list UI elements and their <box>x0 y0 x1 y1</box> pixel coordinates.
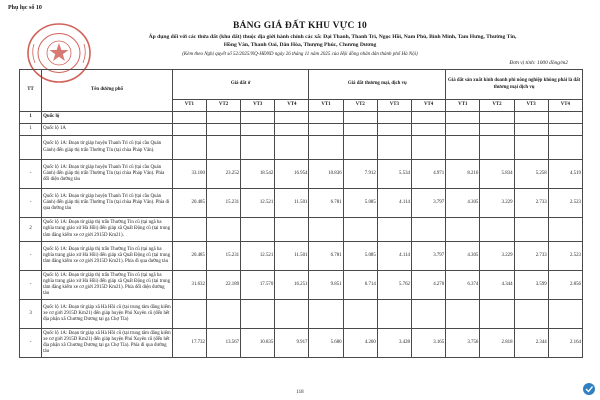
row-price-cell <box>275 124 309 136</box>
row-price-cell: 31.632 <box>172 271 206 300</box>
row-price-cell: 4.270 <box>411 271 445 300</box>
row-price-cell <box>548 124 582 136</box>
table-body <box>20 112 583 358</box>
row-price-cell: 22.189 <box>206 271 240 300</box>
row-price-cell: 2.733 <box>514 242 548 271</box>
row-price-cell <box>172 300 206 329</box>
row-street-name: Quốc lộ <box>42 112 173 124</box>
row-price-cell: 23.252 <box>206 160 240 189</box>
row-price-cell: 4.519 <box>548 160 582 189</box>
row-price-cell <box>411 218 445 242</box>
row-tt: 1 <box>20 124 42 136</box>
row-price-cell: 2.164 <box>548 329 582 358</box>
annex-label: Phụ lục số 10 <box>8 5 42 11</box>
row-price-cell <box>548 136 582 160</box>
row-price-cell: 4.971 <box>411 160 445 189</box>
row-street-name: Quốc lộ 1A: Đoạn từ giáp thị trấn Thường Tín cũ (tại ngã ba nghĩa trang giáo xứ Hà Hồi) đến giáp xã Quất Động cũ (tại trung tâm đăng kiểm xe cơ giới 2915D Km21). <box>42 218 173 242</box>
row-price-cell: 3.229 <box>480 242 514 271</box>
row-price-cell <box>514 218 548 242</box>
row-price-cell: 33.100 <box>172 160 206 189</box>
row-price-cell: 3.599 <box>514 271 548 300</box>
row-tt: - <box>20 329 42 358</box>
row-tt: - <box>20 160 42 189</box>
table-row <box>20 242 583 271</box>
table-row <box>20 218 583 242</box>
row-price-cell <box>446 300 480 329</box>
row-price-cell: 5.258 <box>514 160 548 189</box>
row-price-cell: 17.570 <box>241 271 275 300</box>
row-price-cell <box>206 218 240 242</box>
header-vt: VT3 <box>377 100 411 112</box>
row-price-cell: 16.954 <box>275 160 309 189</box>
row-tt: - <box>20 242 42 271</box>
row-price-cell <box>172 112 206 124</box>
row-price-cell <box>377 112 411 124</box>
table-row <box>20 329 583 358</box>
row-price-cell: 18.542 <box>241 160 275 189</box>
subtitle-line-1: Áp dụng đối với các thửa đất (khu đất) thuộc địa giới hành chính các xã: Đại Thanh, Thanh Trì, Ngọc Hồi, Nam Phù, Bình Minh, Tam Hưng, Thường Tín, <box>148 34 517 40</box>
row-price-cell: 12.521 <box>241 242 275 271</box>
row-price-cell <box>309 136 343 160</box>
row-price-cell <box>241 300 275 329</box>
row-price-cell: 13.567 <box>206 329 240 358</box>
unit-label: Đơn vị tính: 1000 đồng/m2 <box>509 60 568 66</box>
header-street-name: Tên đường phố <box>42 70 173 112</box>
row-price-cell: 2.523 <box>548 242 582 271</box>
header-nonagricultural-price: Giá đất sản xuất kinh doanh phi nông nghiệp không phải là đất thương mại dịch vụ <box>446 70 583 100</box>
row-price-cell <box>514 300 548 329</box>
row-price-cell <box>241 112 275 124</box>
row-tt: 1 <box>20 112 42 124</box>
row-price-cell: 6.781 <box>309 242 343 271</box>
row-price-cell: 10.836 <box>309 160 343 189</box>
row-price-cell <box>377 136 411 160</box>
header-vt: VT4 <box>275 100 309 112</box>
row-price-cell <box>411 124 445 136</box>
table-row <box>20 271 583 300</box>
page-title: BẢNG GIÁ ĐẤT KHU VỰC 10 <box>232 21 367 31</box>
subtitle-line-2: Hồng Vân, Thanh Oai, Dân Hòa, Thượng Phúc, Chương Dương <box>223 42 377 48</box>
row-price-cell <box>275 112 309 124</box>
row-price-cell: 3.797 <box>411 189 445 218</box>
row-price-cell: 20.485 <box>172 189 206 218</box>
row-price-cell: 4.305 <box>446 242 480 271</box>
row-price-cell: 2.523 <box>548 189 582 218</box>
row-price-cell <box>480 124 514 136</box>
row-price-cell: 3.229 <box>480 189 514 218</box>
header-vt: VT1 <box>172 100 206 112</box>
row-price-cell: 2.856 <box>548 271 582 300</box>
row-price-cell: 4.260 <box>343 329 377 358</box>
row-tt: 2 <box>20 218 42 242</box>
row-price-cell: 5.834 <box>480 160 514 189</box>
row-price-cell <box>172 124 206 136</box>
row-price-cell: 15.231 <box>206 189 240 218</box>
row-price-cell: 8.216 <box>446 160 480 189</box>
row-street-name: Quốc lộ 1A: Đoạn từ giáp xã Hà Hồi cũ (tại trung tâm đăng kiểm xe cơ giới 2915D Km21) đến giáp huyện Phú Xuyên cũ (đến hết địa phận xã Chương Dương tại ga Chợ Tía). Phía đi qua đường tàu <box>42 329 173 358</box>
row-price-cell: 10.835 <box>241 329 275 358</box>
row-price-cell <box>411 136 445 160</box>
row-price-cell <box>241 136 275 160</box>
row-price-cell: 4.344 <box>480 271 514 300</box>
row-price-cell: 6.374 <box>446 271 480 300</box>
row-price-cell: 4.305 <box>446 189 480 218</box>
row-street-name: Quốc lộ 1A: Đoạn từ giáp huyện Thanh Trì cũ (tại cầu Quán Gánh) đến giáp thị trấn Thường Tín (tại chùa Pháp Vân). Phía đối diện đường tàu <box>42 160 173 189</box>
row-price-cell: 3.165 <box>411 329 445 358</box>
row-price-cell: 2.733 <box>514 189 548 218</box>
row-street-name: Quốc lộ 1A: Đoạn từ giáp huyện Thanh Trì cũ (tại cầu Quán Gánh) đến giáp thị trấn Thường Tín (tại chùa Pháp Vân). <box>42 136 173 160</box>
row-price-cell: 6.781 <box>309 189 343 218</box>
row-price-cell <box>309 218 343 242</box>
row-price-cell: 17.732 <box>172 329 206 358</box>
row-price-cell: 5.085 <box>343 242 377 271</box>
table-row <box>20 300 583 329</box>
row-price-cell <box>206 124 240 136</box>
row-price-cell: 3.756 <box>446 329 480 358</box>
row-price-cell: 5.762 <box>377 271 411 300</box>
row-tt: 3 <box>20 300 42 329</box>
row-street-name: Quốc lộ 1A: Đoạn từ giáp thị trấn Thường Tín cũ (tại ngã ba nghĩa trang giáo xứ Hà Hồi) đến giáp xã Quất Động cũ (tại trung tâm đăng kiểm xe cơ giới 2915D Km21). Phía đối diện đường tàu <box>42 271 173 300</box>
row-price-cell <box>514 124 548 136</box>
row-tt: - <box>20 189 42 218</box>
row-price-cell <box>343 218 377 242</box>
row-price-cell: 5.085 <box>343 189 377 218</box>
row-price-cell: 5.680 <box>309 329 343 358</box>
row-price-cell: 11.501 <box>275 242 309 271</box>
header-vt: VT2 <box>343 100 377 112</box>
row-street-name: Quốc lộ 1A: Đoạn từ giáp thị trấn Thường Tín cũ (tại ngã ba nghĩa trang giáo xứ Hà Hồi) đến giáp xã Quất Động cũ (tại trung tâm đăng kiểm xe cơ giới 2915D Km21). Phía đi qua đường tàu <box>42 242 173 271</box>
table-row <box>20 189 583 218</box>
header-vt: VT1 <box>446 100 480 112</box>
row-price-cell <box>343 112 377 124</box>
row-street-name: Quốc lộ 1A: Đoạn từ giáp huyện Thanh Trì cũ (tại cầu Quán Gánh) đến giáp thị trấn Thường Tín (tại chùa Pháp Vân). Phía đi qua đường tàu <box>42 189 173 218</box>
row-price-cell <box>343 136 377 160</box>
row-price-cell <box>514 136 548 160</box>
header-vt: VT4 <box>411 100 445 112</box>
table-row <box>20 136 583 160</box>
row-price-cell: 9.917 <box>275 329 309 358</box>
row-price-cell <box>172 218 206 242</box>
row-price-cell: 20.485 <box>172 242 206 271</box>
header-tt: TT <box>20 70 42 112</box>
row-price-cell <box>343 300 377 329</box>
header-vt: VT3 <box>241 100 275 112</box>
row-price-cell <box>206 112 240 124</box>
row-price-cell: 2.818 <box>480 329 514 358</box>
header-vt: VT2 <box>480 100 514 112</box>
header-vt: VT1 <box>309 100 343 112</box>
row-price-cell <box>480 112 514 124</box>
row-price-cell <box>480 300 514 329</box>
row-price-cell: 2.344 <box>514 329 548 358</box>
land-price-table <box>19 69 583 358</box>
row-tt <box>20 136 42 160</box>
row-price-cell <box>377 124 411 136</box>
row-price-cell <box>206 300 240 329</box>
header-commercial-price: Giá đất thương mại, dịch vụ <box>309 70 446 100</box>
row-price-cell <box>275 136 309 160</box>
row-price-cell <box>309 112 343 124</box>
row-price-cell <box>446 218 480 242</box>
row-price-cell <box>411 112 445 124</box>
row-price-cell <box>275 300 309 329</box>
row-price-cell <box>309 300 343 329</box>
resolution-note: (Kèm theo Nghị quyết số 52/2025/NQ-HĐND ngày 26 tháng 11 năm 2025 của Hội đồng nhân dân thành phố Hà Nội) <box>182 52 418 57</box>
row-tt: - <box>20 271 42 300</box>
row-price-cell <box>548 218 582 242</box>
row-street-name: Quốc lộ 1A: Đoạn từ giáp xã Hà Hồi cũ (tại trung tâm đăng kiểm xe cơ giới 2915D Km21) đến giáp huyện Phú Xuyên cũ (đến hết địa phận xã Chương Dương tại gạ Chợ Tía) <box>42 300 173 329</box>
row-price-cell <box>241 124 275 136</box>
row-price-cell <box>377 300 411 329</box>
row-price-cell: 3.797 <box>411 242 445 271</box>
row-price-cell: 4.114 <box>377 242 411 271</box>
row-price-cell <box>548 112 582 124</box>
row-price-cell: 9.851 <box>309 271 343 300</box>
row-price-cell <box>446 136 480 160</box>
row-price-cell <box>343 124 377 136</box>
page-number: 118 <box>296 390 304 395</box>
row-price-cell: 16.251 <box>275 271 309 300</box>
row-price-cell: 7.912 <box>343 160 377 189</box>
row-price-cell: 6.714 <box>343 271 377 300</box>
row-price-cell: 5.534 <box>377 160 411 189</box>
row-price-cell <box>411 300 445 329</box>
header-vt: VT4 <box>548 100 582 112</box>
row-price-cell <box>446 112 480 124</box>
section-row <box>20 112 583 124</box>
row-price-cell: 12.521 <box>241 189 275 218</box>
row-price-cell: 15.231 <box>206 242 240 271</box>
row-price-cell <box>377 218 411 242</box>
table-row <box>20 160 583 189</box>
row-price-cell <box>514 112 548 124</box>
header-vt: VT3 <box>514 100 548 112</box>
row-price-cell <box>241 218 275 242</box>
row-price-cell <box>548 300 582 329</box>
corner-logo-icon <box>582 382 596 396</box>
row-price-cell <box>446 124 480 136</box>
row-price-cell <box>480 218 514 242</box>
row-price-cell <box>480 136 514 160</box>
header-vt: VT2 <box>206 100 240 112</box>
row-price-cell <box>275 218 309 242</box>
row-price-cell: 3.428 <box>377 329 411 358</box>
row-price-cell <box>172 136 206 160</box>
table-row <box>20 124 583 136</box>
row-price-cell <box>309 124 343 136</box>
row-price-cell <box>206 136 240 160</box>
header-residential-price: Giá đất ở <box>172 70 309 100</box>
row-street-name: Quốc lộ 1A <box>42 124 173 136</box>
row-price-cell: 11.501 <box>275 189 309 218</box>
row-price-cell: 4.114 <box>377 189 411 218</box>
